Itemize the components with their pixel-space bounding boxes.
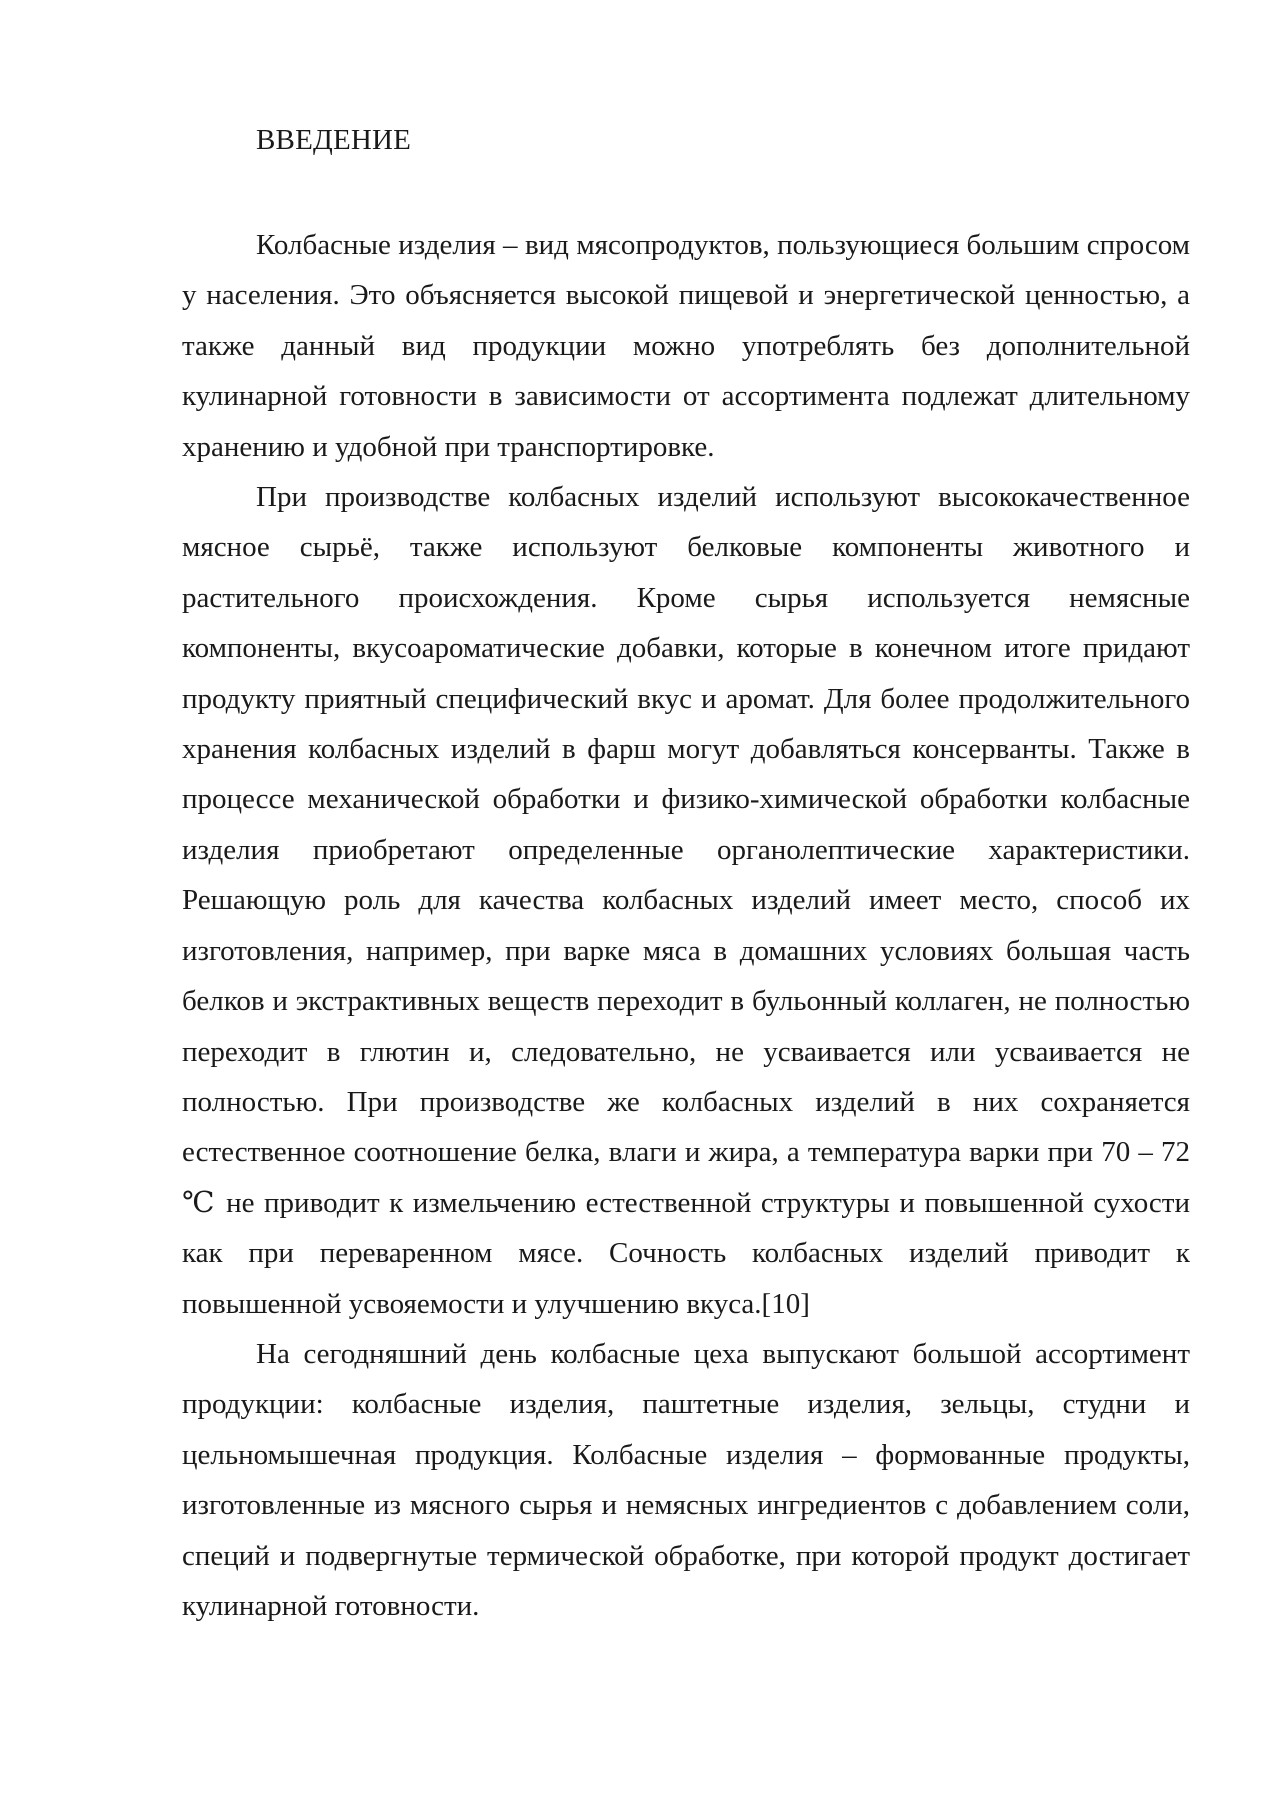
paragraph-2: При производстве колбасных изделий используют высококачественное мясное сырьё, также используют белковые компоненты животного и растительного происхождения. Кроме сырья используется немясные компоненты, вкусоароматические добавки, которые в конечном итоге придают продукту приятный специфический вкус и аромат. Для более продолжительного хранения колбасных изделий в фарш могут добавляться консерванты. Также в процессе механической обработки и физико-химической обработки колбасные изделия приобретают определенные органолептические характеристики. Решающую роль для качества колбасных изделий имеет место, способ их изготовления, например, при варке мяса в домашних условиях большая часть белков и экстрактивных веществ переходит в бульонный коллаген, не полностью переходит в глютин и, следовательно, не усваивается или усваивается не полностью. При производстве же колбасных изделий в них сохраняется естественное соотношение белка, влаги и жира, а температура варки при 70 – 72 ℃ не приводит к измельчению естественной структуры и повышенной сухости как при переваренном мясе. Сочность колбасных изделий приводит к повышенной усвояемости и улучшению вкуса.[10] [182, 481, 1190, 1320]
paragraph-1: Колбасные изделия – вид мясопродуктов, пользующиеся большим спросом у населения. Это объясняется высокой пищевой и энергетической ценностью, а также данный вид продукции можно употреблять без дополнительной кулинарной готовности в зависимости от ассортимента подлежат длительному хранению и удобной при транспортировке. [182, 229, 1190, 463]
paragraph-3: На сегодняшний день колбасные цеха выпускают большой ассортимент продукции: колбасные изделия, паштетные изделия, зельцы, студни и цельномышечная продукция. Колбасные изделия – формованные продукты, изготовленные из мясного сырья и немясных ингредиентов с добавлением соли, специй и подвергнутые термической обработке, при которой продукт достигает кулинарной готовности. [182, 1337, 1190, 1622]
body-text [182, 220, 1190, 1631]
section-heading: ВВЕДЕНИЕ [256, 124, 412, 156]
